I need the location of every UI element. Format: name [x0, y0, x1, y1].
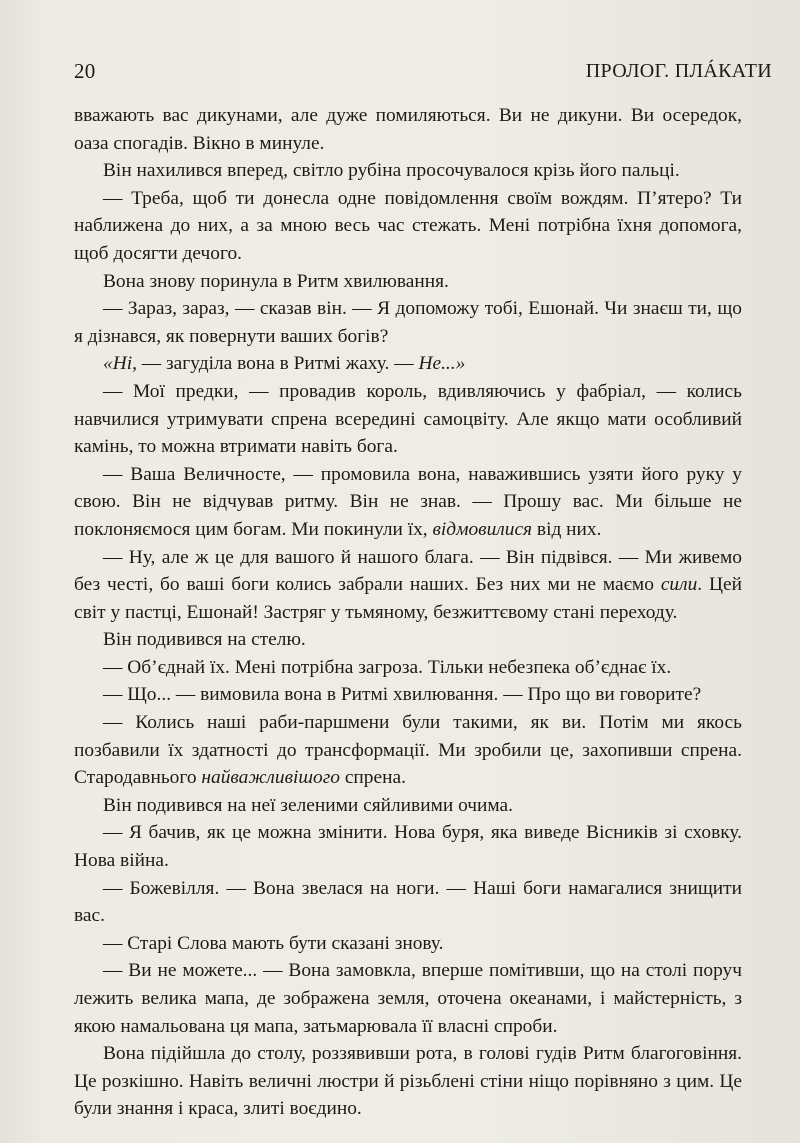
italic-speech: «Ні, — [103, 353, 137, 375]
paragraph: — Треба, щоб ти донесла одне повідомлення своїм вождям. П’ятеро? Ти наближена до них, а за мною весь час стежать. Мені потрібна їхня допомога, щоб досягти дечого. — [74, 187, 742, 264]
italic-emphasis: сили — [660, 574, 698, 596]
paragraph: — Колись наші раби-паршмени були такими, як ви. Потім ми якось позбавили їх здатності до трансформації. Ми зробили це, захопивши спрена. Стародавнього найважливішого спрена. — [74, 712, 742, 789]
body-text — [74, 102, 742, 1123]
paragraph: Він нахилився вперед, світло рубіна просочувалося крізь його пальці. — [103, 160, 680, 182]
page-number: 20 — [74, 59, 96, 83]
paragraph: Він подивився на стелю. — [103, 629, 306, 651]
paragraph: Вона знову поринула в Ритм хвилювання. — [103, 270, 449, 292]
paragraph: «Ні, — загуділа вона в Ритмі жаху. — Не...» — [103, 353, 466, 375]
italic-emphasis: відмовилися — [432, 518, 533, 540]
paragraph: Вона підійшла до столу, роззявивши рота, в голові гудів Ритм благоговіння. Це розкішно. Навіть величні люстри й різьблені стіни ніщо порівняно з цим. Це були знання і краса, злиті воєдино. — [74, 1043, 742, 1120]
paragraph: — Мої предки, — провадив король, вдивляючись у фабріал, — колись навчилися утримувати спрена всередині самоцвіту. Але якщо мати особливий камінь, то можна втримати навіть бога. — [74, 380, 742, 458]
paragraph: — Об’єднай їх. Мені потрібна загроза. Тільки небезпека об’єднає їх. — [103, 656, 672, 678]
paragraph: — Я бачив, як це можна змінити. Нова буря, яка виведе Вісників зі сховку. Нова війна. — [74, 822, 742, 872]
paragraph: — Старі Слова мають бути сказані знову. — [103, 932, 444, 954]
paragraph: — Що... — вимовила вона в Ритмі хвилювання. — Про що ви говорите? — [103, 684, 702, 706]
paragraph: вважають вас дикунами, але дуже помиляються. Ви не дикуни. Ви осередок, оаза спогадів. Вікно в минуле. — [74, 105, 742, 154]
paragraph: — Ваша Величносте, — промовила вона, наважившись узяти його руку у свою. Він не відчував ритму. Він не знав. — Прошу вас. Ми більше не поклоняємося цим богам. Ми покинули їх, відмовилися від них. — [74, 463, 742, 540]
italic-emphasis: найважливішого — [201, 767, 340, 789]
italic-speech: Не...» — [418, 353, 466, 375]
paragraph: — Зараз, зараз, — сказав він. — Я допоможу тобі, Ешонай. Чи знаєш ти, що я дізнався, як повернути ваших богів? — [74, 298, 742, 347]
paragraph: — Ну, але ж це для вашого й нашого блага. — Він підвівся. — Ми живемо без честі, бо ваші боги колись забрали наших. Без них ми не маємо сили. Цей світ у пастці, Ешонай! Застряг у тьмяному, безжиттєвому стані переходу. — [74, 546, 742, 623]
paragraph: Він подивився на неї зеленими сяйливими очима. — [103, 794, 513, 816]
paragraph: — Божевілля. — Вона звелася на ноги. — Наші боги намагалися знищити вас. — [74, 877, 742, 927]
page-header — [74, 58, 772, 84]
paragraph: — Ви не можете... — Вона замовкла, вперше помітивши, що на столі поруч лежить велика мапа, де зображена земля, оточена океанами, і майстерність, з якою намальована ця мапа, затьмарювала її власні спроби. — [74, 960, 742, 1037]
running-head: ПРОЛОГ. ПЛÁКАТИ — [585, 60, 772, 82]
